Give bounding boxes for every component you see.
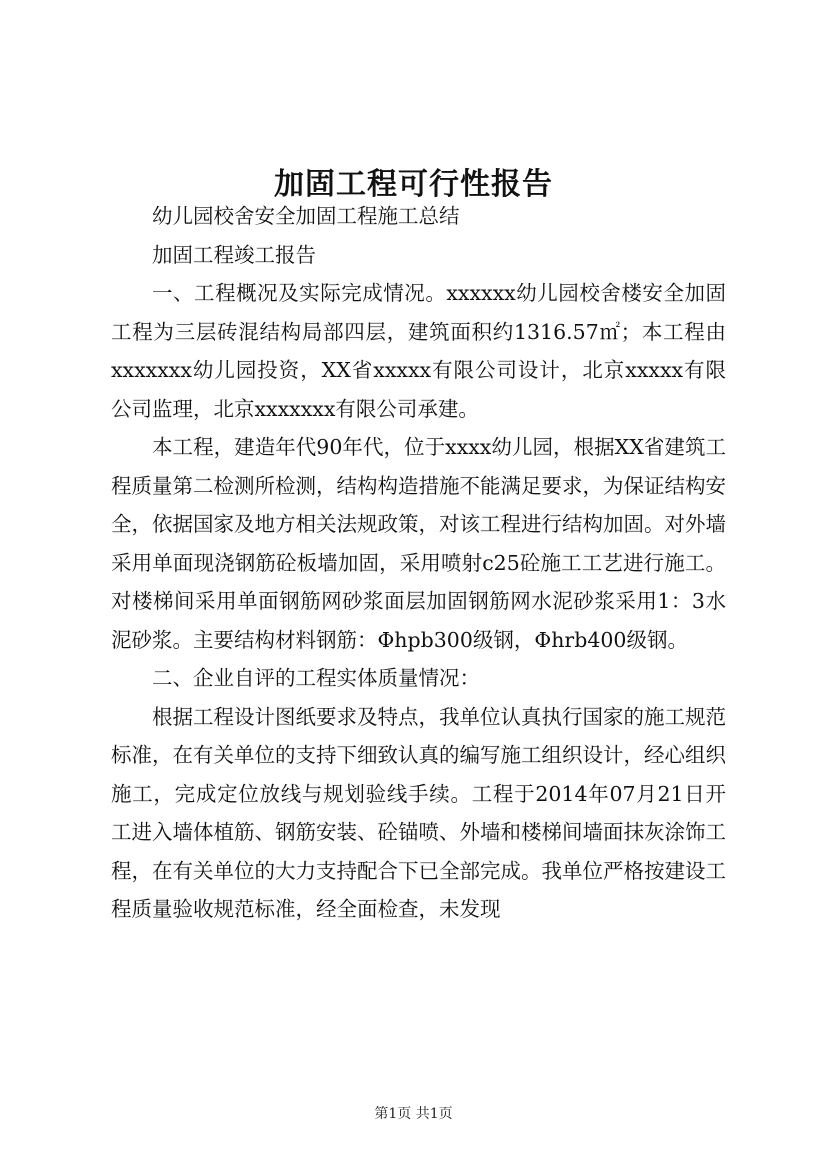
body-paragraph: 本工程，建造年代90年代，位于xxxx幼儿园，根据XX省建筑工程质量第二检测所检测，结构构造措施不能满足要求，为保证结构安全，依据国家及地方相关法规政策，对该工程进行结构加固。对外墙采用单面现浇钢筋砼板墙加固，采用喷射c25砼施工工艺进行施工。对楼梯间采用单面钢筋网砂浆面层加固钢筋网水泥砂浆采用1：3水泥砂浆。主要结构材料钢筋：Φhpb300级钢，Φhrb400级钢。 (111, 435, 726, 652)
document-title: 加固工程可行性报告 (274, 167, 553, 203)
subtitle-paragraph: 幼儿园校舍安全加固工程施工总结 (152, 204, 460, 228)
page-number: 第1页 (374, 1106, 412, 1122)
subtitle-paragraph: 加固工程竣工报告 (152, 242, 316, 267)
total-pages: 共1页 (415, 1106, 453, 1122)
section-heading: 二、企业自评的工程实体质量情况： (152, 666, 480, 690)
document-body (111, 197, 726, 929)
page-footer (0, 1104, 827, 1124)
body-paragraph: 根据工程设计图纸要求及特点，我单位认真执行国家的施工规范标准，在有关单位的支持下细致认真的编写施工组织设计，经心组织施工，完成定位放线与规划验线手续。工程于2014年07月21日开工进入墙体植筋、钢筋安装、砼锚喷、外墙和楼梯间墙面抹灰涂饰工程，在有关单位的大力支持配合下已全部完成。我单位严格按建设工程质量验收规范标准，经全面检查，未发现 (111, 704, 726, 921)
body-paragraph: 一、工程概况及实际完成情况。xxxxxx幼儿园校舍楼安全加固工程为三层砖混结构局部四层，建筑面积约1316.57㎡；本工程由xxxxxxx幼儿园投资，XX省xxxxx有限公司设计，北京xxxxx有限公司监理，北京xxxxxxx有限公司承建。 (111, 281, 726, 421)
